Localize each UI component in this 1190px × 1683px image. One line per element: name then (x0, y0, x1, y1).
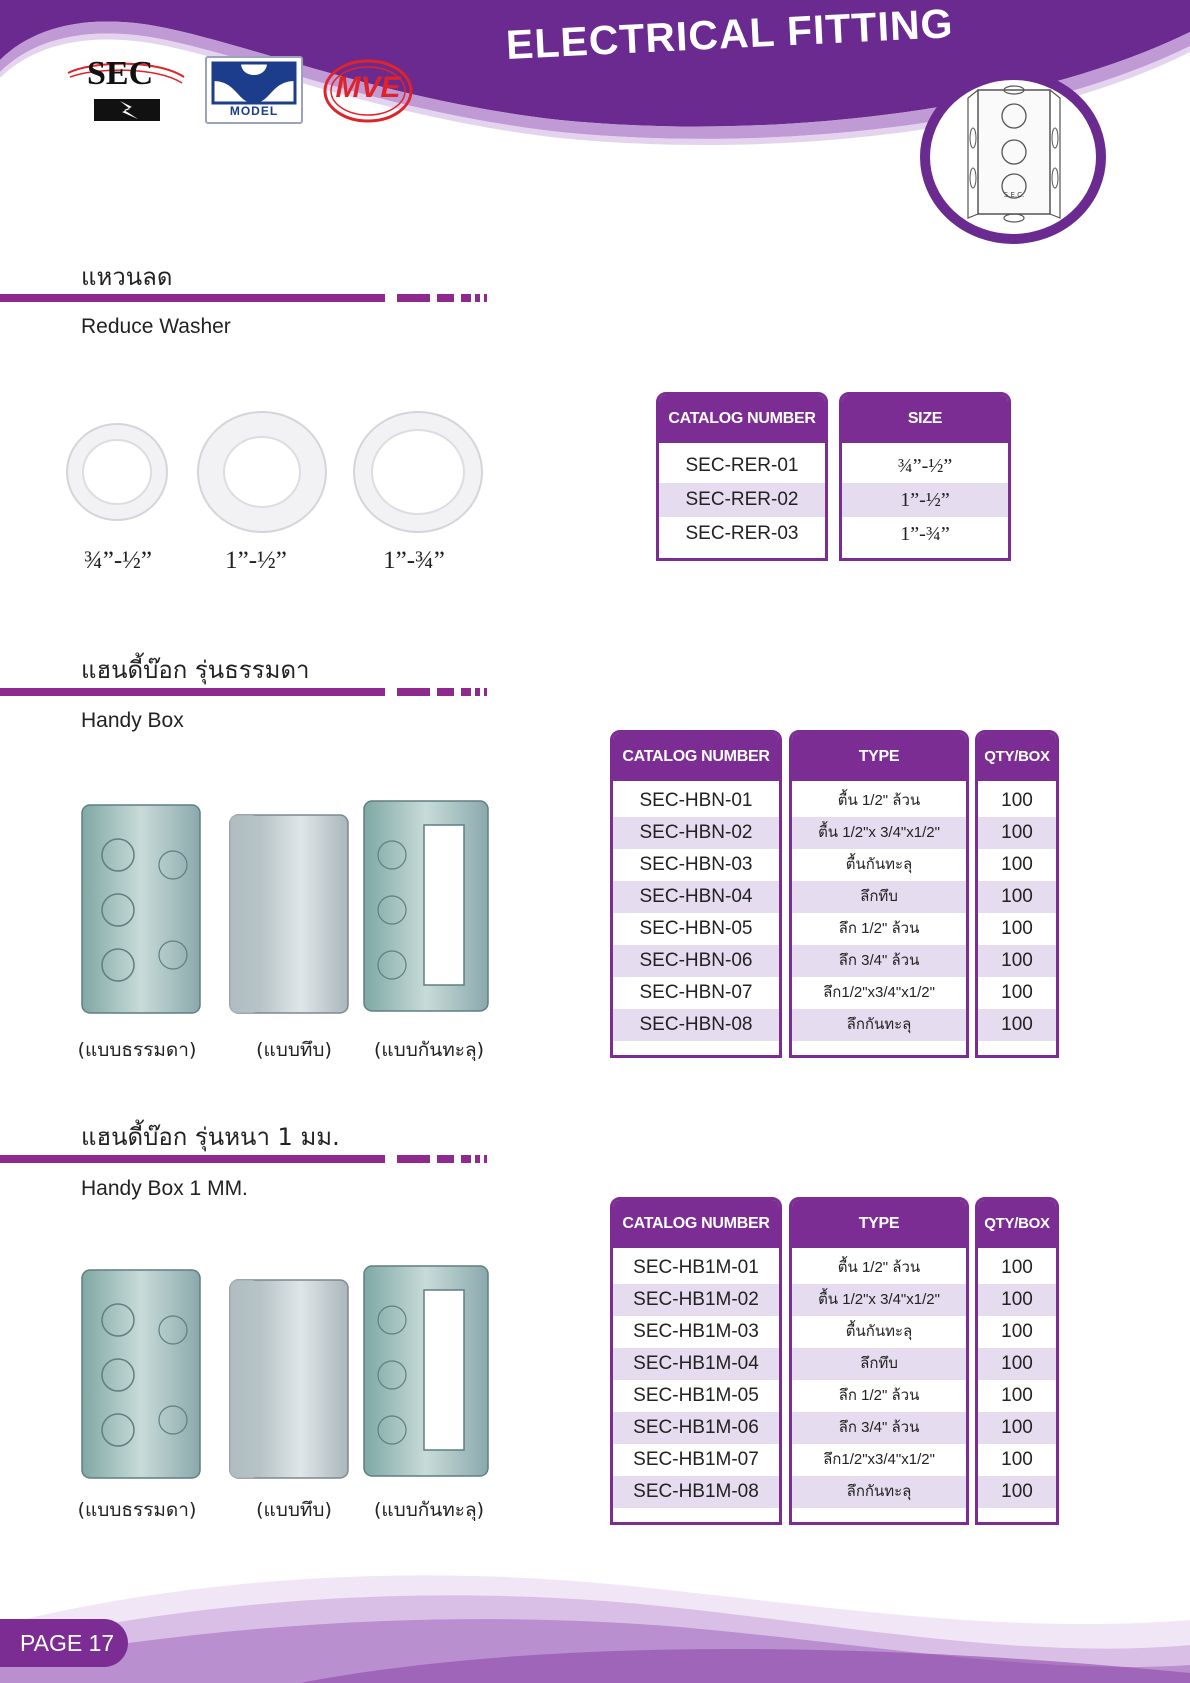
table-header: CATALOG NUMBER (613, 1200, 779, 1248)
table-cell: SEC-HBN-01 (639, 790, 753, 811)
table-column-type (789, 730, 969, 1058)
table-column-catalog (656, 392, 828, 561)
handy-box-caption: (แบบทึบ) (256, 1499, 332, 1521)
table-cell: 100 (1001, 854, 1033, 875)
section-divider (0, 294, 490, 302)
table-cell: SEC-HB1M-07 (633, 1449, 759, 1470)
table-cell: 100 (978, 1412, 1056, 1444)
table-header: QTY/BOX (978, 1200, 1056, 1248)
table-column-catalog (610, 1197, 782, 1525)
table-cell: 100 (1001, 790, 1033, 811)
table-cell: SEC-HB1M-03 (633, 1321, 759, 1342)
model-logo (205, 56, 303, 124)
table-cell: ลึกทึบ (792, 1348, 966, 1380)
table-cell: SEC-RER-02 (659, 483, 825, 517)
table-cell: SEC-HBN-02 (613, 817, 779, 849)
page-title: ELECTRICAL FITTING (505, 0, 955, 68)
table-cell: 1”-¾” (900, 523, 950, 545)
section-title-th: แฮนดี้บ๊อก รุ่นธรรมดา (81, 656, 310, 684)
table-cell: SEC-HB1M-02 (613, 1284, 779, 1316)
table-cell: ตื้นกันทะลุ (845, 1323, 913, 1340)
table-cell: SEC-HBN-06 (613, 945, 779, 977)
table-column-catalog (610, 730, 782, 1058)
table-cell: 100 (978, 945, 1056, 977)
table-cell: 100 (978, 1284, 1056, 1316)
table-cell: SEC-HBN-07 (639, 982, 753, 1003)
table-column-type (789, 1197, 969, 1525)
table-cell: SEC-HBN-03 (639, 854, 753, 875)
table-cell: ตื้น 1/2"x 3/4"x1/2" (792, 817, 966, 849)
handy-box-1mm-image (78, 1260, 498, 1485)
box-label: S.E.C. (1003, 191, 1025, 199)
table-cell: ลึก1/2"x3/4"x1/2" (823, 1451, 935, 1468)
section-title-en: Reduce Washer (81, 315, 231, 338)
table-cell: ลึกกันทะลุ (792, 1476, 966, 1508)
table-cell: 100 (978, 817, 1056, 849)
table-cell: SEC-HB1M-05 (633, 1385, 759, 1406)
handy-box-image (78, 795, 498, 1020)
table-cell: ตื้นกันทะลุ (845, 856, 913, 873)
handy-box-caption: (แบบทึบ) (256, 1039, 332, 1061)
table-cell: ตื้น 1/2" ล้วน (837, 1259, 921, 1276)
washer-caption: ¾”-½” (83, 547, 153, 574)
table-cell: ลึกกันทะลุ (792, 1009, 966, 1041)
table-header: SIZE (842, 395, 1008, 443)
table-header: QTY/BOX (978, 733, 1056, 781)
section-title-th: แฮนดี้บ๊อก รุ่นหนา 1 มม. (81, 1123, 340, 1151)
section-title-en: Handy Box (81, 709, 184, 732)
header-product-circle (918, 68, 1108, 246)
table-cell: 1”-½” (842, 483, 1008, 517)
table-column-qty (975, 730, 1059, 1058)
table-cell: SEC-HBN-05 (639, 918, 753, 939)
table-cell: ตื้น 1/2" ล้วน (837, 792, 921, 809)
table-cell: SEC-HB1M-06 (613, 1412, 779, 1444)
table-header: TYPE (792, 1200, 966, 1248)
washer-caption: 1”-½” (225, 547, 287, 574)
table-cell: ลึกทึบ (792, 881, 966, 913)
table-cell: 100 (1001, 1449, 1033, 1470)
sec-logo-text: SEC (87, 55, 154, 92)
table-header: CATALOG NUMBER (613, 733, 779, 781)
model-logo-icon (211, 61, 297, 105)
reduce-washer-image (62, 410, 492, 540)
handy-box-caption: (แบบกันทะลุ) (373, 1499, 485, 1521)
handy-box-caption: (แบบธรรมดา) (77, 1499, 197, 1521)
section-title-en: Handy Box 1 MM. (81, 1177, 248, 1200)
section-divider (0, 1155, 490, 1163)
section-title-th: แหวนลด (81, 263, 173, 291)
table-cell: SEC-HBN-08 (613, 1009, 779, 1041)
table-cell: ลึก1/2"x3/4"x1/2" (823, 984, 935, 1001)
table-cell: 100 (978, 1348, 1056, 1380)
mve-logo (322, 58, 414, 124)
table-cell: 100 (1001, 1257, 1033, 1278)
table-cell: SEC-RER-03 (685, 523, 799, 544)
table-cell: 100 (1001, 1385, 1033, 1406)
section-divider (0, 688, 490, 696)
table-cell: SEC-RER-01 (685, 455, 799, 476)
box-drawing-icon (918, 68, 1108, 246)
table-column-qty (975, 1197, 1059, 1525)
table-column-size (839, 392, 1011, 561)
table-cell: ตื้น 1/2"x 3/4"x1/2" (792, 1284, 966, 1316)
table-cell: SEC-HBN-04 (613, 881, 779, 913)
table-cell: ลึก 3/4" ล้วน (792, 945, 966, 977)
table-cell: ลึก 1/2" ล้วน (838, 920, 920, 937)
handy-box-caption: (แบบกันทะลุ) (373, 1039, 485, 1061)
model-logo-text: MODEL (229, 104, 279, 118)
table-cell: ¾”-½” (897, 455, 953, 477)
handy-box-caption: (แบบธรรมดา) (77, 1039, 197, 1061)
washer-caption: 1”-¾” (383, 547, 445, 574)
table-header: TYPE (792, 733, 966, 781)
mve-logo-text: MVE (335, 71, 401, 104)
table-cell: SEC-HB1M-01 (633, 1257, 759, 1278)
sec-logo (62, 55, 192, 125)
table-cell: ลึก 1/2" ล้วน (838, 1387, 920, 1404)
table-cell: SEC-HB1M-04 (613, 1348, 779, 1380)
table-cell: 100 (1001, 982, 1033, 1003)
table-cell: ลึก 3/4" ล้วน (792, 1412, 966, 1444)
table-cell: 100 (978, 1476, 1056, 1508)
page-number-badge: PAGE 17 (0, 1619, 128, 1667)
table-cell: 100 (1001, 1321, 1033, 1342)
table-cell: 100 (978, 1009, 1056, 1041)
table-header: CATALOG NUMBER (659, 395, 825, 443)
table-cell: 100 (978, 881, 1056, 913)
table-cell: 100 (1001, 918, 1033, 939)
table-cell: SEC-HB1M-08 (613, 1476, 779, 1508)
footer-wave (0, 1565, 1190, 1683)
